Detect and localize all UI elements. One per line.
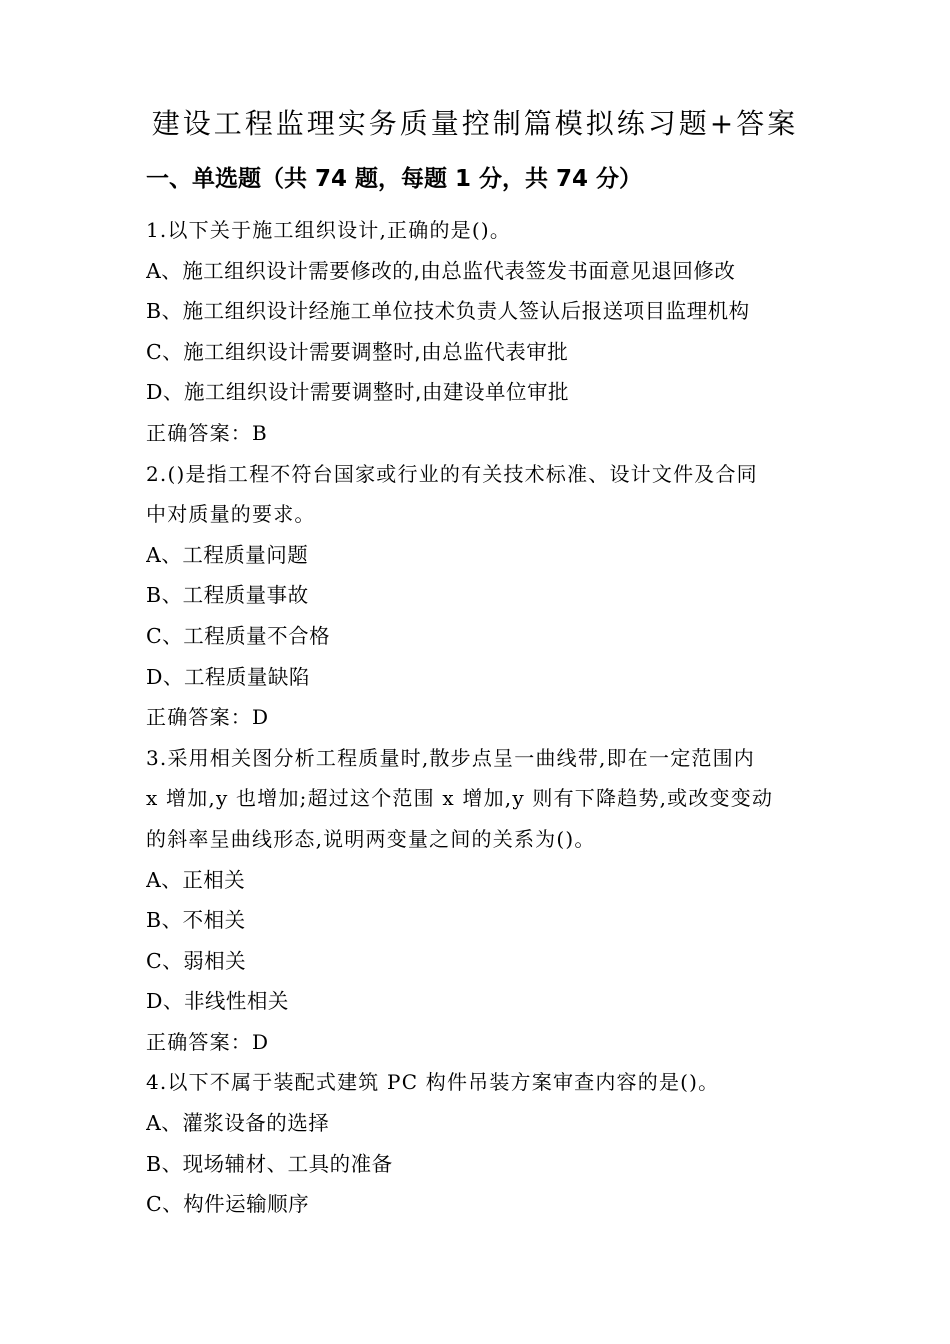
question-list	[146, 210, 811, 1225]
answer-option	[146, 1184, 811, 1225]
option-text: 灌浆设备的选择	[182, 1111, 330, 1136]
option-letter: C、	[146, 623, 184, 648]
question-text: 2.()是指工程不符台国家或行业的有关技术标准、设计文件及合同	[146, 461, 758, 486]
option-letter: C、	[146, 1192, 184, 1217]
option-text: 弱相关	[183, 948, 247, 973]
option-letter: B、	[146, 1151, 183, 1176]
option-text: 不相关	[182, 908, 246, 933]
option-letter: A、	[146, 867, 183, 892]
option-letter: D、	[146, 380, 184, 405]
document-title: 建设工程监理实务质量控制篇模拟练习题+答案	[151, 107, 799, 140]
option-text: 施工组织设计需要修改的,由总监代表签发书面意见退回修改	[182, 258, 736, 283]
answer-option	[146, 900, 811, 941]
correct-answer: 正确答案：B	[146, 420, 268, 445]
question-text: 3.采用相关图分析工程质量时,散步点呈一曲线带,即在一定范围内	[146, 745, 755, 770]
option-letter: B、	[146, 583, 183, 608]
option-letter: A、	[146, 258, 183, 283]
answer-option	[146, 616, 811, 657]
option-letter: A、	[146, 1111, 183, 1136]
question-text: x 增加,y 也增加;超过这个范围 x 增加,y 则有下降趋势,或改变变动	[146, 786, 774, 811]
answer-option	[146, 372, 811, 413]
option-text: 现场辅材、工具的准备	[182, 1151, 393, 1176]
option-letter: C、	[146, 339, 184, 364]
option-text: 施工组织设计需要调整时,由建设单位审批	[183, 380, 569, 405]
answer-option	[146, 251, 811, 292]
option-text: 施工组织设计需要调整时,由总监代表审批	[183, 339, 569, 364]
question-text: 中对质量的要求。	[146, 502, 316, 527]
answer-option	[146, 657, 811, 698]
option-text: 构件运输顺序	[183, 1192, 310, 1217]
correct-answer: 正确答案：D	[146, 1029, 270, 1054]
option-text: 工程质量缺陷	[183, 664, 310, 689]
option-letter: A、	[146, 542, 183, 567]
answer-option	[146, 860, 811, 901]
option-text: 工程质量不合格	[183, 623, 331, 648]
answer-option	[146, 1103, 811, 1144]
question-text: 4.以下不属于装配式建筑 PC 构件吊装方案审查内容的是()。	[146, 1070, 720, 1095]
answer-option	[146, 941, 811, 982]
question-text: 的斜率呈曲线形态,说明两变量之间的关系为()。	[146, 826, 596, 851]
option-text: 施工组织设计经施工单位技术负责人签认后报送项目监理机构	[182, 299, 750, 324]
option-letter: D、	[146, 664, 184, 689]
option-letter: B、	[146, 908, 183, 933]
option-letter: D、	[146, 989, 184, 1014]
answer-option	[146, 535, 811, 576]
option-text: 工程质量问题	[182, 542, 309, 567]
question-text: 1.以下关于施工组织设计,正确的是()。	[146, 218, 512, 242]
option-text: 工程质量事故	[182, 583, 309, 608]
answer-option	[146, 1144, 811, 1185]
correct-answer: 正确答案：D	[146, 705, 270, 730]
answer-option	[146, 332, 811, 373]
option-text: 正相关	[182, 867, 246, 892]
section-heading: 一、单选题（共 74 题，每题 1 分，共 74 分）	[146, 166, 643, 192]
answer-option	[146, 981, 811, 1022]
answer-option	[146, 291, 811, 332]
option-letter: B、	[146, 299, 183, 324]
answer-option	[146, 575, 811, 616]
option-text: 非线性相关	[183, 989, 289, 1014]
option-letter: C、	[146, 948, 184, 973]
